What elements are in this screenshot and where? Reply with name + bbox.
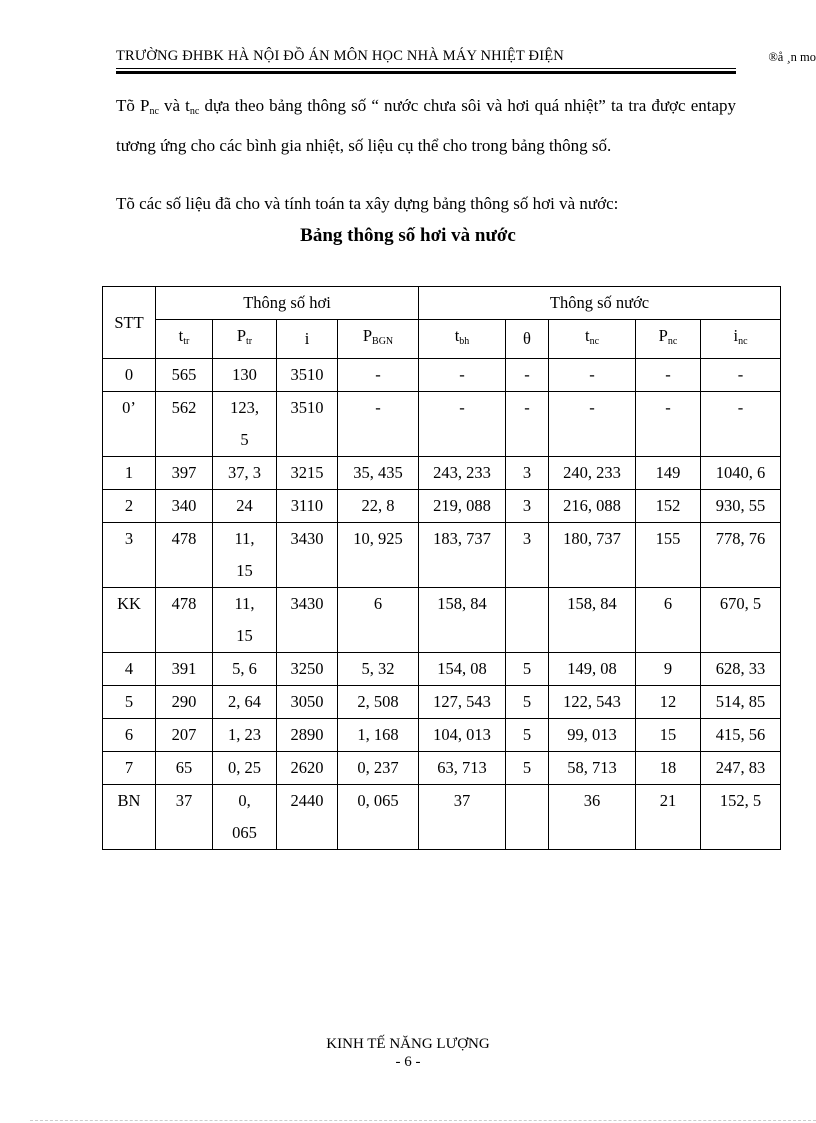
table-cell: 123, 5 xyxy=(213,392,277,457)
table-cell: - xyxy=(636,392,701,457)
table-cell: - xyxy=(338,359,419,392)
table-cell: 149, 08 xyxy=(549,653,636,686)
table-cell: 514, 85 xyxy=(701,686,781,719)
table-cell: 2620 xyxy=(277,752,338,785)
table-cell: 0, 25 xyxy=(213,752,277,785)
table-cell: 5 xyxy=(506,653,549,686)
table-cell: 3510 xyxy=(277,392,338,457)
table-cell: 130 xyxy=(213,359,277,392)
table-cell: - xyxy=(701,392,781,457)
table-cell xyxy=(506,785,549,850)
column-header: $P_{tr}$ xyxy=(213,320,277,359)
table-cell: 183, 737 xyxy=(419,523,506,588)
column-header: θ xyxy=(506,320,549,359)
table-cell: 243, 233 xyxy=(419,457,506,490)
table-cell: 3430 xyxy=(277,523,338,588)
table-cell: 18 xyxy=(636,752,701,785)
table-cell: 478 xyxy=(156,588,213,653)
table-cell: 397 xyxy=(156,457,213,490)
table-cell: 2440 xyxy=(277,785,338,850)
paragraph-1: Tõ $P_{nc}$ và $t_{nc}$ dựa theo bảng thông số “ nước chưa sôi và hơi quá nhiệt” ta tra được entapy tương ứng cho các bình gia nhiệt, số liệu cụ thể cho trong bảng thông số. xyxy=(116,96,737,155)
table-cell: 216, 088 xyxy=(549,490,636,523)
table-cell: 65 xyxy=(156,752,213,785)
table-row xyxy=(103,752,781,785)
table-cell: 3215 xyxy=(277,457,338,490)
table-cell: 670, 5 xyxy=(701,588,781,653)
table-cell: 11, 15 xyxy=(213,588,277,653)
column-header: $t_{nc}$ xyxy=(549,320,636,359)
table-cell: 154, 08 xyxy=(419,653,506,686)
table-cell: - xyxy=(419,359,506,392)
table-cell: 6 xyxy=(636,588,701,653)
table-row xyxy=(103,523,781,588)
table-cell: 3250 xyxy=(277,653,338,686)
table-cell: 0, 065 xyxy=(213,785,277,850)
table-cell: 2, 508 xyxy=(338,686,419,719)
table-cell: 149 xyxy=(636,457,701,490)
stt-header: STT xyxy=(103,287,156,359)
table-cell: - xyxy=(506,359,549,392)
table-cell: - xyxy=(338,392,419,457)
parameter-table xyxy=(102,286,781,850)
table-cell: 152, 5 xyxy=(701,785,781,850)
table-cell: 99, 013 xyxy=(549,719,636,752)
column-header: $t_{bh}$ xyxy=(419,320,506,359)
table-row xyxy=(103,653,781,686)
table-cell: 2, 64 xyxy=(213,686,277,719)
table-cell: 37 xyxy=(419,785,506,850)
row-label-cell: 6 xyxy=(103,719,156,752)
table-row xyxy=(103,719,781,752)
table-cell: 37, 3 xyxy=(213,457,277,490)
table-cell: 180, 737 xyxy=(549,523,636,588)
page-number: - 6 - xyxy=(395,1054,421,1070)
table-cell: 3 xyxy=(506,457,549,490)
table-cell: 3510 xyxy=(277,359,338,392)
table-cell: 5 xyxy=(506,686,549,719)
table-cell: 5 xyxy=(506,719,549,752)
table-cell: 3 xyxy=(506,490,549,523)
table-cell: 22, 8 xyxy=(338,490,419,523)
table-column-header-row xyxy=(103,320,781,359)
table-cell: 3 xyxy=(506,523,549,588)
table-cell: 3110 xyxy=(277,490,338,523)
header-rule xyxy=(116,68,736,69)
table-cell: 219, 088 xyxy=(419,490,506,523)
water-group-header: Thông số nước xyxy=(419,287,781,320)
header-right-text: ®å ¸n mo xyxy=(768,50,816,64)
table-cell: 240, 233 xyxy=(549,457,636,490)
table-row xyxy=(103,686,781,719)
table-cell: - xyxy=(636,359,701,392)
table-cell: 122, 543 xyxy=(549,686,636,719)
steam-group-header: Thông số hơi xyxy=(156,287,419,320)
table-cell: 562 xyxy=(156,392,213,457)
table-cell: 3430 xyxy=(277,588,338,653)
table-cell: 104, 013 xyxy=(419,719,506,752)
row-label-cell: KK xyxy=(103,588,156,653)
table-cell: 12 xyxy=(636,686,701,719)
table-cell: 152 xyxy=(636,490,701,523)
row-label-cell: BN xyxy=(103,785,156,850)
row-label-cell: 4 xyxy=(103,653,156,686)
row-label-cell: 0 xyxy=(103,359,156,392)
table-cell: 36 xyxy=(549,785,636,850)
table-cell: - xyxy=(419,392,506,457)
table-cell: 158, 84 xyxy=(419,588,506,653)
table-cell: 158, 84 xyxy=(549,588,636,653)
table-cell: 24 xyxy=(213,490,277,523)
table-cell: 9 xyxy=(636,653,701,686)
table-group-header-row xyxy=(103,287,781,320)
table-cell xyxy=(506,588,549,653)
page-header xyxy=(116,48,816,70)
column-header: $i_{nc}$ xyxy=(701,320,781,359)
column-header: $P_{nc}$ xyxy=(636,320,701,359)
table-cell: 247, 83 xyxy=(701,752,781,785)
table-cell: 391 xyxy=(156,653,213,686)
table-cell: 290 xyxy=(156,686,213,719)
column-header: $P_{BGN}$ xyxy=(338,320,419,359)
row-label-cell: 2 xyxy=(103,490,156,523)
table-body xyxy=(103,359,781,850)
table-row xyxy=(103,490,781,523)
table-cell: 478 xyxy=(156,523,213,588)
table-row xyxy=(103,359,781,392)
table-cell: 1040, 6 xyxy=(701,457,781,490)
row-label-cell: 1 xyxy=(103,457,156,490)
table-cell: 2890 xyxy=(277,719,338,752)
table-cell: - xyxy=(701,359,781,392)
table-cell: 127, 543 xyxy=(419,686,506,719)
table-cell: 415, 56 xyxy=(701,719,781,752)
table-cell: 35, 435 xyxy=(338,457,419,490)
table-cell: 37 xyxy=(156,785,213,850)
table-row xyxy=(103,392,781,457)
table-cell: 340 xyxy=(156,490,213,523)
table-row xyxy=(103,457,781,490)
page-bottom-edge xyxy=(30,1120,816,1121)
table-cell: 21 xyxy=(636,785,701,850)
column-header: i xyxy=(277,320,338,359)
table-cell: 0, 065 xyxy=(338,785,419,850)
table-cell: 1, 168 xyxy=(338,719,419,752)
table-cell: 207 xyxy=(156,719,213,752)
table-cell: 5, 32 xyxy=(338,653,419,686)
table-cell: 63, 713 xyxy=(419,752,506,785)
table-cell: 155 xyxy=(636,523,701,588)
table-cell: 58, 713 xyxy=(549,752,636,785)
table-row xyxy=(103,588,781,653)
table-cell: 778, 76 xyxy=(701,523,781,588)
table-cell: 5, 6 xyxy=(213,653,277,686)
header-rule-thick xyxy=(116,71,736,74)
table-cell: 5 xyxy=(506,752,549,785)
row-label-cell: 3 xyxy=(103,523,156,588)
table-cell: 565 xyxy=(156,359,213,392)
table-cell: 11, 15 xyxy=(213,523,277,588)
row-label-cell: 7 xyxy=(103,752,156,785)
table-cell: 3050 xyxy=(277,686,338,719)
table-cell: 628, 33 xyxy=(701,653,781,686)
row-label-cell: 0’ xyxy=(103,392,156,457)
table-row xyxy=(103,785,781,850)
header-school-title: TRƯỜNG ĐHBK HÀ NỘI ĐỒ ÁN MÔN HỌC NHÀ MÁY NHIỆT ĐIỆN xyxy=(116,48,564,64)
table-cell: 0, 237 xyxy=(338,752,419,785)
table-title: Bảng thông số hơi và nước xyxy=(300,225,516,246)
table-cell: 15 xyxy=(636,719,701,752)
paragraph-2: Tõ các số liệu đã cho và tính toán ta xây dựng bảng thông số hơi và nước: xyxy=(116,194,619,213)
table-cell: - xyxy=(549,392,636,457)
table-cell: 10, 925 xyxy=(338,523,419,588)
table-cell: - xyxy=(549,359,636,392)
table-cell: 6 xyxy=(338,588,419,653)
table-cell: 930, 55 xyxy=(701,490,781,523)
table-cell: - xyxy=(506,392,549,457)
footer-department: KINH TẾ NĂNG LƯỢNG xyxy=(326,1036,490,1052)
table-cell: 1, 23 xyxy=(213,719,277,752)
column-header: $t_{tr}$ xyxy=(156,320,213,359)
row-label-cell: 5 xyxy=(103,686,156,719)
